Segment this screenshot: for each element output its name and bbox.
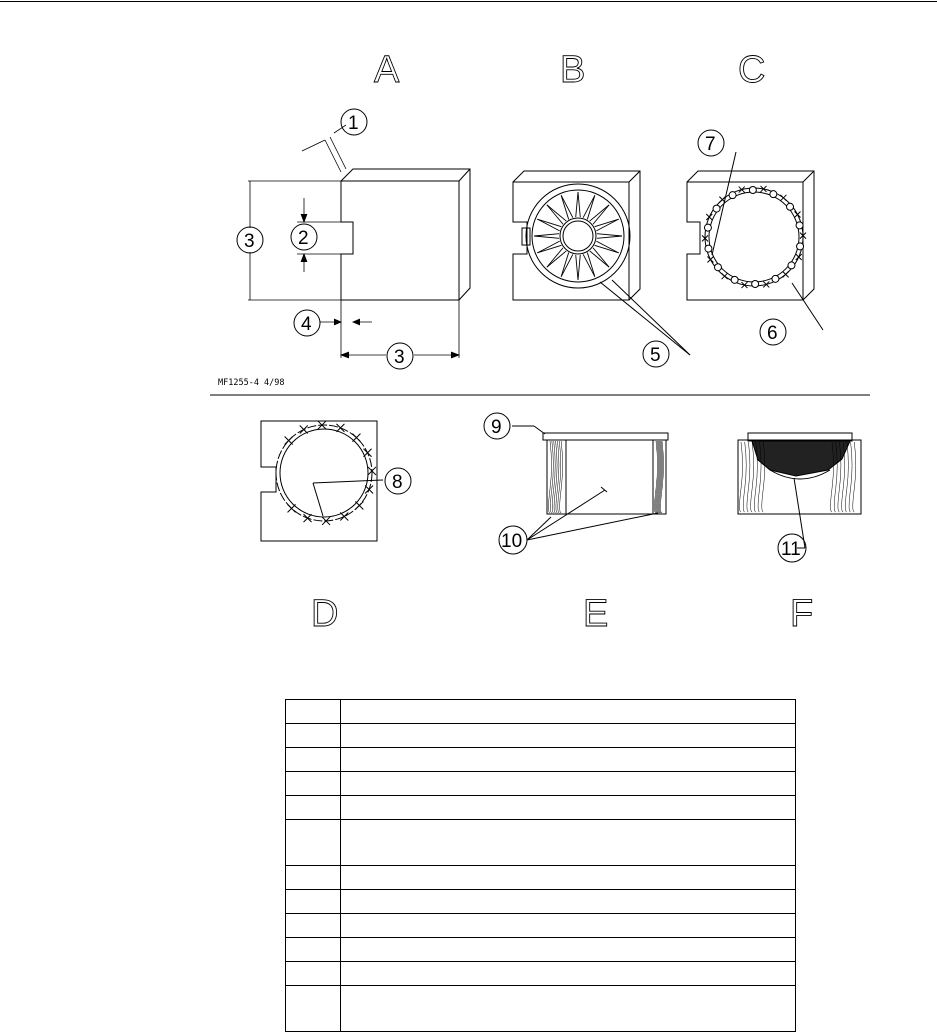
legend-description-cell [341,748,796,772]
legend-row [286,820,796,866]
callout-3-bottom [387,343,413,369]
legend-row [286,700,796,724]
legend-number-cell [286,938,341,962]
callouts [237,109,806,562]
legend-row [286,890,796,914]
callout-9 [484,413,510,439]
legend-description-cell [341,772,796,796]
callout-6 [760,319,786,345]
svg-text:9: 9 [491,417,502,438]
svg-text:8: 8 [392,472,403,493]
callout-8 [385,468,411,494]
legend-row [286,938,796,962]
legend-number-cell [286,724,341,748]
legend-row [286,772,796,796]
legend-description-cell [341,796,796,820]
legend-row [286,724,796,748]
legend-description-cell [341,962,796,986]
legend-description-cell [341,914,796,938]
svg-text:2: 2 [298,228,309,249]
svg-text:7: 7 [705,134,716,155]
legend-description-cell [341,986,796,1032]
parts-legend-table [285,699,796,1032]
svg-text:3: 3 [394,347,405,368]
view-label-e: E [583,593,609,635]
legend-number-cell [286,772,341,796]
svg-text:11: 11 [781,539,801,560]
legend-row [286,866,796,890]
legend-number-cell [286,986,341,1032]
legend-description-cell [341,866,796,890]
legend-number-cell [286,890,341,914]
legend-number-cell [286,962,341,986]
svg-text:6: 6 [767,323,778,344]
legend-number-cell [286,700,341,724]
svg-text:3: 3 [244,231,255,252]
view-label-c: C [738,49,766,91]
view-e-block [512,426,668,540]
view-d-block [261,421,383,541]
svg-text:5: 5 [650,345,661,366]
callout-7 [698,130,724,156]
legend-number-cell [286,820,341,866]
drawing-code: MF1255-4 4/98 [218,378,285,388]
svg-text:10: 10 [501,531,523,552]
legend-description-cell [341,820,796,866]
callout-4 [294,310,320,336]
legend-row [286,962,796,986]
svg-text:4: 4 [301,314,312,335]
legend-number-cell [286,914,341,938]
legend-description-cell [341,938,796,962]
view-c-block [687,152,823,330]
legend-number-cell [286,796,341,820]
legend-number-cell [286,748,341,772]
view-label-d: D [311,593,339,635]
view-a-block [341,169,470,300]
callout-3-left [237,227,263,253]
legend-description-cell [341,890,796,914]
legend-row [286,748,796,772]
view-f-block [738,433,861,548]
legend-row [286,796,796,820]
view-labels [311,49,813,635]
legend-row [286,986,796,1032]
callout-1 [341,109,367,135]
view-label-f: F [790,593,814,635]
legend-row [286,914,796,938]
legend-description-cell [341,700,796,724]
view-b-block [513,171,690,355]
callout-10 [499,526,527,554]
legend-number-cell [286,866,341,890]
view-label-b: B [560,49,586,91]
callout-2 [291,224,317,250]
callout-5 [643,341,669,367]
legend-description-cell [341,724,796,748]
svg-text:1: 1 [348,113,359,134]
view-label-a: A [374,49,400,91]
